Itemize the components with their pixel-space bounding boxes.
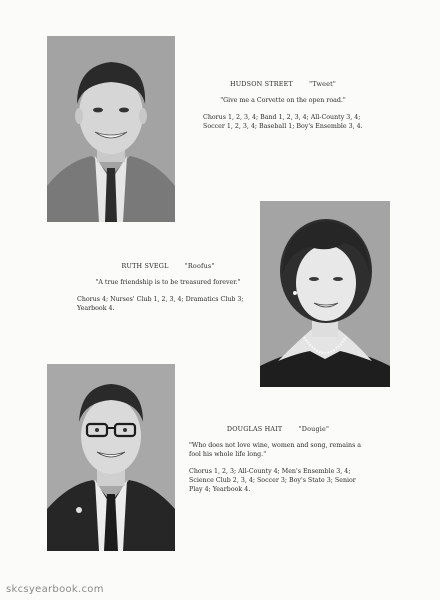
senior-activities: Chorus 4; Nurses' Club 1, 2, 3, 4; Dramatics Club 3; Yearbook 4. xyxy=(77,296,244,312)
senior-activities: Chorus 1, 2, 3, 4; Band 1, 2, 3, 4; All-County 3, 4; Soccer 1, 2, 3, 4; Baseball 1; Boy's Ensemble 3, 4. xyxy=(203,114,363,130)
senior-quote: "Give me a Corvette on the open road." xyxy=(220,97,346,104)
senior-name: DOUGLAS HAIT xyxy=(226,425,283,433)
senior-nickname: "Dougie" xyxy=(298,425,330,433)
senior-quote: "A true friendship is to be treasured forever." xyxy=(95,279,241,286)
portrait-photo-hudson-street xyxy=(47,36,175,222)
site-watermark: skcsyearbook.com xyxy=(6,584,104,595)
senior-entry-hudson-street xyxy=(203,80,363,131)
senior-name: RUTH SVEGL xyxy=(121,262,169,270)
senior-nickname: "Roofus" xyxy=(184,262,215,270)
senior-quote: "Who does not love wine, women and song, remains a fool his whole life long." xyxy=(189,442,362,458)
senior-name: HUDSON STREET xyxy=(229,80,293,88)
portrait-photo-douglas-hait xyxy=(47,364,175,551)
senior-entry-douglas-hait xyxy=(189,425,367,494)
senior-entry-ruth-svegl xyxy=(77,262,259,313)
senior-nickname: "Tweet" xyxy=(309,80,337,88)
portrait-photo-ruth-svegl xyxy=(260,201,390,387)
senior-activities: Chorus 1, 2, 3; All-County 4; Men's Ensemble 3, 4; Science Club 2, 3, 4; Soccer 3; Boy's State 3; Senior Play 4; Yearbook 4. xyxy=(189,468,356,493)
